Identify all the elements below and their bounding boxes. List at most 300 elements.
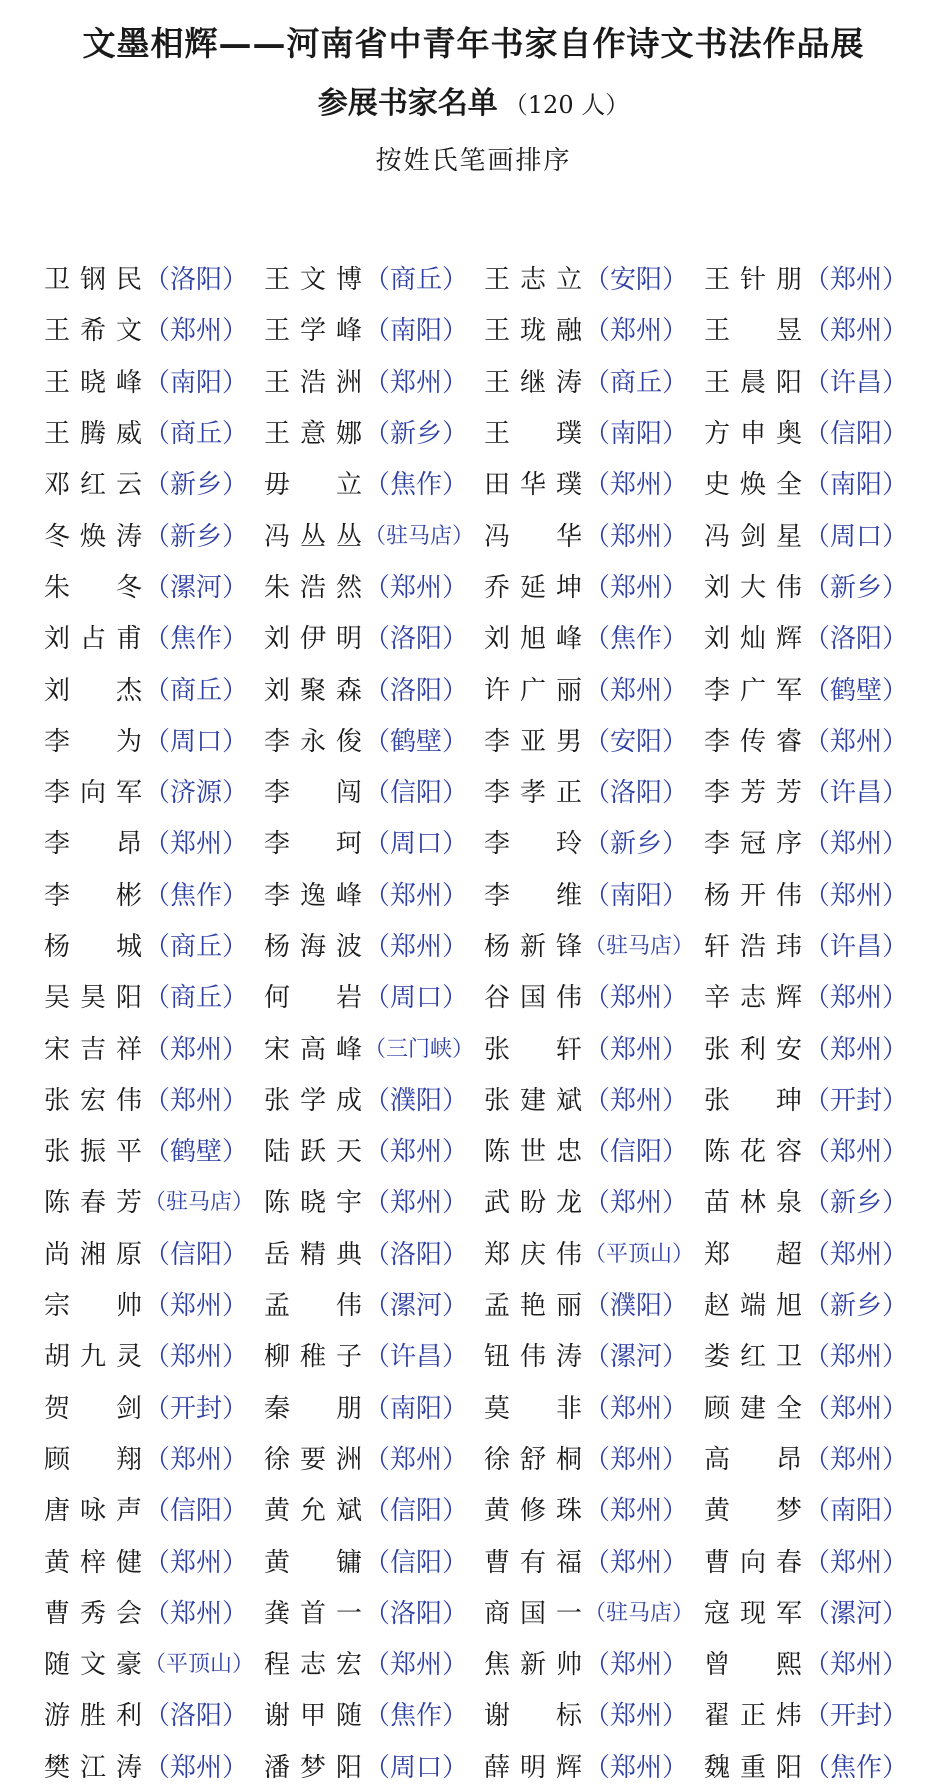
city-label: （郑州） bbox=[804, 1239, 909, 1270]
list-row bbox=[44, 1073, 924, 1124]
city-label: （郑州） bbox=[364, 880, 469, 911]
calligrapher-name: 黄修珠 bbox=[484, 1496, 582, 1527]
calligrapher-name: 陆跃天 bbox=[264, 1137, 362, 1168]
calligrapher-name: 王 璞 bbox=[484, 419, 582, 450]
calligrapher-name: 杨 城 bbox=[44, 932, 142, 962]
calligrapher-name: 李传睿 bbox=[704, 726, 802, 757]
list-row bbox=[44, 1278, 924, 1329]
city-label: （郑州） bbox=[804, 1137, 909, 1168]
participant-list bbox=[44, 252, 924, 1791]
calligrapher-name: 王珑融 bbox=[484, 316, 582, 347]
list-item bbox=[484, 875, 704, 912]
list-item bbox=[484, 1439, 704, 1476]
calligrapher-name: 赵端旭 bbox=[704, 1291, 802, 1322]
calligrapher-name: 冬焕涛 bbox=[44, 521, 142, 552]
calligrapher-name: 陈晓宇 bbox=[264, 1188, 362, 1219]
calligrapher-name: 秦 朋 bbox=[264, 1393, 362, 1424]
list-row bbox=[44, 1637, 924, 1688]
calligrapher-name: 何 岩 bbox=[264, 983, 362, 1014]
city-label: （三门峡） bbox=[364, 1036, 475, 1062]
city-label: （许昌） bbox=[364, 1342, 469, 1373]
calligrapher-name: 李向军 bbox=[44, 778, 142, 809]
list-item bbox=[484, 516, 704, 553]
list-item bbox=[264, 1593, 484, 1630]
city-label: （郑州） bbox=[804, 1650, 909, 1681]
city-label: （周口） bbox=[144, 726, 249, 757]
list-item bbox=[484, 1490, 704, 1527]
list-item bbox=[704, 1182, 924, 1219]
city-label: （洛阳） bbox=[364, 624, 469, 655]
calligrapher-name: 冯 华 bbox=[484, 521, 582, 552]
list-item bbox=[44, 1542, 264, 1579]
calligrapher-name: 邓红云 bbox=[44, 470, 142, 501]
city-label: （南阳） bbox=[364, 1393, 469, 1424]
list-item bbox=[264, 362, 484, 399]
list-item bbox=[484, 1644, 704, 1681]
city-label: （郑州） bbox=[144, 1085, 249, 1116]
calligrapher-name: 杨开伟 bbox=[704, 880, 802, 911]
city-label: （鹤壁） bbox=[144, 1137, 249, 1168]
list-row bbox=[44, 765, 924, 816]
city-label: （郑州） bbox=[144, 1752, 249, 1783]
city-label: （信阳） bbox=[804, 419, 909, 450]
list-item bbox=[44, 362, 264, 399]
city-label: （信阳） bbox=[144, 1239, 249, 1270]
list-item bbox=[484, 772, 704, 809]
list-item bbox=[484, 1131, 704, 1168]
calligrapher-name: 黄 梦 bbox=[704, 1496, 802, 1527]
list-item bbox=[264, 567, 484, 604]
list-item bbox=[484, 413, 704, 450]
list-item bbox=[704, 977, 924, 1014]
list-row bbox=[44, 1534, 924, 1585]
calligrapher-name: 顾 翔 bbox=[44, 1444, 142, 1475]
list-item bbox=[264, 1439, 484, 1476]
city-label: （郑州） bbox=[364, 932, 469, 962]
calligrapher-name: 娄红卫 bbox=[704, 1342, 802, 1373]
list-item bbox=[44, 259, 264, 296]
calligrapher-name: 刘伊明 bbox=[264, 624, 362, 655]
calligrapher-name: 随文豪 bbox=[44, 1650, 142, 1681]
calligrapher-name: 李 珂 bbox=[264, 829, 362, 860]
list-row bbox=[44, 1740, 924, 1791]
list-row bbox=[44, 970, 924, 1021]
document-title: 文墨相辉——河南省中青年书家自作诗文书法作品展 bbox=[82, 24, 865, 63]
calligrapher-name: 王学峰 bbox=[264, 316, 362, 347]
city-label: （信阳） bbox=[364, 778, 469, 809]
calligrapher-name: 王文博 bbox=[264, 265, 362, 296]
list-item bbox=[44, 772, 264, 809]
list-row bbox=[44, 1432, 924, 1483]
city-label: （洛阳） bbox=[144, 1701, 249, 1732]
list-item bbox=[704, 567, 924, 604]
city-label: （周口） bbox=[364, 983, 469, 1014]
city-label: （新乡） bbox=[804, 1188, 909, 1219]
calligrapher-name: 高 昂 bbox=[704, 1444, 802, 1475]
list-row bbox=[44, 816, 924, 867]
city-label: （漯河） bbox=[144, 572, 249, 603]
city-label: （郑州） bbox=[804, 1547, 909, 1578]
calligrapher-name: 苗林泉 bbox=[704, 1188, 802, 1219]
city-label: （郑州） bbox=[144, 1342, 249, 1373]
calligrapher-name: 刘旭峰 bbox=[484, 624, 582, 655]
calligrapher-name: 宗 帅 bbox=[44, 1291, 142, 1322]
city-label: （郑州） bbox=[584, 983, 689, 1014]
list-item bbox=[704, 875, 924, 912]
city-label: （安阳） bbox=[584, 265, 689, 296]
list-item bbox=[44, 618, 264, 655]
list-item bbox=[704, 1285, 924, 1322]
calligrapher-name: 刘占甫 bbox=[44, 624, 142, 655]
city-label: （商丘） bbox=[364, 265, 469, 296]
list-item bbox=[264, 1747, 484, 1784]
city-label: （郑州） bbox=[364, 572, 469, 603]
list-row bbox=[44, 919, 924, 970]
city-label: （郑州） bbox=[144, 316, 249, 347]
calligrapher-name: 张振平 bbox=[44, 1137, 142, 1168]
city-label: （南阳） bbox=[584, 419, 689, 450]
city-label: （郑州） bbox=[804, 316, 909, 347]
list-item bbox=[44, 1695, 264, 1732]
city-label: （南阳） bbox=[584, 880, 689, 911]
city-label: （南阳） bbox=[364, 316, 469, 347]
calligrapher-name: 刘大伟 bbox=[704, 572, 802, 603]
calligrapher-name: 宋高峰 bbox=[264, 1034, 362, 1065]
calligrapher-name: 曹向春 bbox=[704, 1547, 802, 1578]
city-label: （郑州） bbox=[144, 1598, 249, 1629]
city-label: （郑州） bbox=[804, 880, 909, 911]
city-label: （郑州） bbox=[804, 1034, 909, 1065]
list-row bbox=[44, 1586, 924, 1637]
city-label: （商丘） bbox=[144, 419, 249, 450]
calligrapher-name: 孟 伟 bbox=[264, 1291, 362, 1322]
city-label: （驻马店） bbox=[584, 934, 695, 959]
list-item bbox=[484, 721, 704, 758]
list-item bbox=[44, 1336, 264, 1373]
calligrapher-name: 谷国伟 bbox=[484, 983, 582, 1014]
calligrapher-name: 谢甲随 bbox=[264, 1701, 362, 1732]
list-row bbox=[44, 1688, 924, 1739]
list-item bbox=[484, 1336, 704, 1373]
list-item bbox=[484, 310, 704, 347]
calligrapher-name: 轩浩玮 bbox=[704, 932, 802, 962]
list-item bbox=[44, 1131, 264, 1168]
list-item bbox=[704, 413, 924, 450]
calligrapher-name: 李芳芳 bbox=[704, 778, 802, 809]
list-item bbox=[704, 1336, 924, 1373]
list-item bbox=[44, 310, 264, 347]
city-label: （郑州） bbox=[144, 1547, 249, 1578]
city-label: （焦作） bbox=[584, 624, 689, 655]
city-label: （开封） bbox=[804, 1085, 909, 1116]
city-label: （郑州） bbox=[364, 1137, 469, 1168]
list-item bbox=[704, 1080, 924, 1117]
calligrapher-name: 徐要洲 bbox=[264, 1444, 362, 1475]
list-item bbox=[44, 875, 264, 912]
city-label: （濮阳） bbox=[584, 1291, 689, 1322]
calligrapher-name: 寇现军 bbox=[704, 1598, 802, 1629]
calligrapher-name: 曾 熙 bbox=[704, 1650, 802, 1681]
list-item bbox=[264, 1234, 484, 1271]
list-item bbox=[484, 1285, 704, 1322]
list-item bbox=[44, 1439, 264, 1476]
list-row bbox=[44, 714, 924, 765]
calligrapher-name: 王晓峰 bbox=[44, 367, 142, 398]
list-item bbox=[44, 1234, 264, 1271]
list-item bbox=[264, 977, 484, 1014]
list-item bbox=[44, 1388, 264, 1425]
list-item bbox=[484, 1542, 704, 1579]
calligrapher-name: 程志宏 bbox=[264, 1650, 362, 1681]
calligrapher-name: 张利安 bbox=[704, 1034, 802, 1065]
calligrapher-name: 潘梦阳 bbox=[264, 1752, 362, 1783]
list-item bbox=[704, 1131, 924, 1168]
calligrapher-name: 柳稚子 bbox=[264, 1342, 362, 1373]
city-label: （商丘） bbox=[584, 367, 689, 398]
city-label: （郑州） bbox=[804, 726, 909, 757]
calligrapher-name: 王继涛 bbox=[484, 367, 582, 398]
list-item bbox=[44, 926, 264, 963]
city-label: （郑州） bbox=[584, 470, 689, 501]
calligrapher-name: 朱浩然 bbox=[264, 572, 362, 603]
calligrapher-name: 陈世忠 bbox=[484, 1137, 582, 1168]
calligrapher-name: 郑 超 bbox=[704, 1239, 802, 1270]
calligrapher-name: 吴昊阳 bbox=[44, 983, 142, 1014]
calligrapher-name: 李 维 bbox=[484, 880, 582, 911]
list-item bbox=[704, 362, 924, 399]
city-label: （新乡） bbox=[584, 829, 689, 860]
city-label: （郑州） bbox=[804, 829, 909, 860]
city-label: （许昌） bbox=[804, 367, 909, 398]
city-label: （焦作） bbox=[364, 1701, 469, 1732]
city-label: （洛阳） bbox=[364, 1598, 469, 1629]
list-item bbox=[264, 1080, 484, 1117]
list-item bbox=[264, 618, 484, 655]
calligrapher-name: 贺 剑 bbox=[44, 1393, 142, 1424]
calligrapher-name: 魏重阳 bbox=[704, 1752, 802, 1783]
city-label: （驻马店） bbox=[584, 1600, 695, 1626]
calligrapher-name: 刘灿辉 bbox=[704, 624, 802, 655]
calligrapher-name: 唐咏声 bbox=[44, 1496, 142, 1527]
list-row bbox=[44, 1329, 924, 1380]
city-label: （郑州） bbox=[804, 1393, 909, 1424]
city-label: （驻马店） bbox=[364, 523, 475, 549]
calligrapher-name: 杨新锋 bbox=[484, 932, 582, 962]
city-label: （郑州） bbox=[364, 1188, 469, 1219]
city-label: （郑州） bbox=[584, 1444, 689, 1475]
calligrapher-name: 尚湘原 bbox=[44, 1239, 142, 1270]
city-label: （平顶山） bbox=[584, 1241, 695, 1267]
calligrapher-name: 张 轩 bbox=[484, 1034, 582, 1065]
list-item bbox=[704, 772, 924, 809]
list-row bbox=[44, 1483, 924, 1534]
list-item bbox=[264, 875, 484, 912]
calligrapher-name: 王意娜 bbox=[264, 419, 362, 450]
subtitle-text: 参展书家名单 bbox=[317, 86, 498, 121]
city-label: （信阳） bbox=[364, 1547, 469, 1578]
calligrapher-name: 王 昱 bbox=[704, 316, 802, 347]
city-label: （郑州） bbox=[804, 983, 909, 1014]
list-item bbox=[44, 1285, 264, 1322]
city-label: （郑州） bbox=[584, 1752, 689, 1783]
list-row bbox=[44, 1381, 924, 1432]
list-item bbox=[264, 1131, 484, 1168]
city-label: （信阳） bbox=[364, 1496, 469, 1527]
list-item bbox=[484, 1029, 704, 1066]
list-item bbox=[704, 1593, 924, 1630]
list-item bbox=[264, 772, 484, 809]
list-row bbox=[44, 611, 924, 662]
list-item bbox=[44, 1490, 264, 1527]
calligrapher-name: 宋吉祥 bbox=[44, 1034, 142, 1065]
city-label: （郑州） bbox=[364, 1444, 469, 1475]
calligrapher-name: 辛志辉 bbox=[704, 983, 802, 1014]
city-label: （洛阳） bbox=[364, 675, 469, 706]
list-row bbox=[44, 252, 924, 303]
calligrapher-name: 张 珅 bbox=[704, 1085, 802, 1116]
city-label: （郑州） bbox=[144, 1034, 249, 1065]
list-item bbox=[44, 977, 264, 1014]
list-item bbox=[264, 1182, 484, 1219]
calligrapher-name: 王腾威 bbox=[44, 419, 142, 450]
city-label: （平顶山） bbox=[144, 1652, 255, 1678]
city-label: （开封） bbox=[804, 1701, 909, 1732]
calligrapher-name: 张学成 bbox=[264, 1085, 362, 1116]
list-item bbox=[264, 926, 484, 963]
city-label: （郑州） bbox=[144, 1291, 249, 1322]
city-label: （商丘） bbox=[144, 675, 249, 706]
list-item bbox=[264, 1542, 484, 1579]
calligrapher-name: 胡九灵 bbox=[44, 1342, 142, 1373]
list-item bbox=[704, 926, 924, 963]
list-item bbox=[264, 1490, 484, 1527]
list-item bbox=[264, 259, 484, 296]
calligrapher-name: 莫 非 bbox=[484, 1393, 582, 1424]
list-item bbox=[44, 1747, 264, 1784]
list-item bbox=[264, 721, 484, 758]
calligrapher-name: 岳精典 bbox=[264, 1239, 362, 1270]
calligrapher-name: 李广军 bbox=[704, 675, 802, 706]
calligrapher-name: 冯丛丛 bbox=[264, 521, 362, 552]
list-item bbox=[44, 1182, 264, 1219]
document-subtitle bbox=[0, 78, 947, 122]
list-item bbox=[44, 567, 264, 604]
city-label: （新乡） bbox=[364, 419, 469, 450]
list-item bbox=[264, 413, 484, 450]
calligrapher-name: 李 为 bbox=[44, 726, 142, 757]
calligrapher-name: 王志立 bbox=[484, 265, 582, 296]
list-item bbox=[44, 670, 264, 707]
list-item bbox=[484, 259, 704, 296]
city-label: （南阳） bbox=[144, 367, 249, 398]
city-label: （郑州） bbox=[584, 1547, 689, 1578]
list-item bbox=[264, 670, 484, 707]
calligrapher-name: 王针朋 bbox=[704, 265, 802, 296]
calligrapher-name: 李逸峰 bbox=[264, 880, 362, 911]
city-label: （漯河） bbox=[584, 1342, 689, 1373]
list-row bbox=[44, 1021, 924, 1072]
list-row bbox=[44, 662, 924, 713]
city-label: （郑州） bbox=[584, 1393, 689, 1424]
calligrapher-name: 冯剑星 bbox=[704, 521, 802, 552]
calligrapher-name: 李 玲 bbox=[484, 829, 582, 860]
list-item bbox=[484, 823, 704, 860]
calligrapher-name: 黄梓健 bbox=[44, 1547, 142, 1578]
list-item bbox=[704, 464, 924, 501]
calligrapher-name: 王希文 bbox=[44, 316, 142, 347]
city-label: （新乡） bbox=[144, 470, 249, 501]
city-label: （洛阳） bbox=[144, 265, 249, 296]
list-item bbox=[44, 516, 264, 553]
calligrapher-name: 许广丽 bbox=[484, 675, 582, 706]
list-item bbox=[704, 1490, 924, 1527]
city-label: （郑州） bbox=[364, 1650, 469, 1681]
calligrapher-name: 刘聚森 bbox=[264, 675, 362, 706]
list-item bbox=[44, 1644, 264, 1681]
list-item bbox=[484, 1388, 704, 1425]
list-item bbox=[44, 721, 264, 758]
city-label: （郑州） bbox=[144, 829, 249, 860]
list-item bbox=[704, 1747, 924, 1784]
city-label: （新乡） bbox=[804, 1291, 909, 1322]
city-label: （信阳） bbox=[144, 1496, 249, 1527]
calligrapher-name: 樊江涛 bbox=[44, 1752, 142, 1783]
list-item bbox=[264, 1285, 484, 1322]
city-label: （郑州） bbox=[584, 1701, 689, 1732]
city-label: （郑州） bbox=[804, 1444, 909, 1475]
calligrapher-name: 曹秀会 bbox=[44, 1598, 142, 1629]
city-label: （漯河） bbox=[804, 1598, 909, 1629]
city-label: （许昌） bbox=[804, 932, 909, 962]
calligrapher-name: 杨海波 bbox=[264, 932, 362, 962]
city-label: （郑州） bbox=[144, 1444, 249, 1475]
list-item bbox=[484, 977, 704, 1014]
list-row bbox=[44, 303, 924, 354]
city-label: （洛阳） bbox=[584, 778, 689, 809]
city-label: （许昌） bbox=[804, 778, 909, 809]
city-label: （焦作） bbox=[804, 1752, 909, 1783]
city-label: （济源） bbox=[144, 778, 249, 809]
list-row bbox=[44, 406, 924, 457]
city-label: （郑州） bbox=[584, 1188, 689, 1219]
city-label: （鹤壁） bbox=[804, 675, 909, 706]
city-label: （新乡） bbox=[144, 521, 249, 552]
city-label: （商丘） bbox=[144, 983, 249, 1014]
calligrapher-name: 陈花容 bbox=[704, 1137, 802, 1168]
calligrapher-name: 朱 冬 bbox=[44, 572, 142, 603]
list-item bbox=[704, 670, 924, 707]
city-label: （郑州） bbox=[584, 1034, 689, 1065]
participant-count: （120 人） bbox=[503, 91, 630, 119]
list-item bbox=[484, 1695, 704, 1732]
list-item bbox=[264, 310, 484, 347]
calligrapher-name: 李 昂 bbox=[44, 829, 142, 860]
calligrapher-name: 龚首一 bbox=[264, 1598, 362, 1629]
calligrapher-name: 谢 标 bbox=[484, 1701, 582, 1732]
calligrapher-name: 李亚男 bbox=[484, 726, 582, 757]
list-item bbox=[704, 1388, 924, 1425]
calligrapher-name: 刘 杰 bbox=[44, 675, 142, 706]
city-label: （郑州） bbox=[584, 1650, 689, 1681]
list-item bbox=[704, 1234, 924, 1271]
city-label: （南阳） bbox=[804, 1496, 909, 1527]
list-row bbox=[44, 355, 924, 406]
list-item bbox=[704, 310, 924, 347]
city-label: （焦作） bbox=[144, 880, 249, 911]
list-item bbox=[704, 1695, 924, 1732]
calligrapher-name: 方申奥 bbox=[704, 419, 802, 450]
calligrapher-name: 田华璞 bbox=[484, 470, 582, 501]
